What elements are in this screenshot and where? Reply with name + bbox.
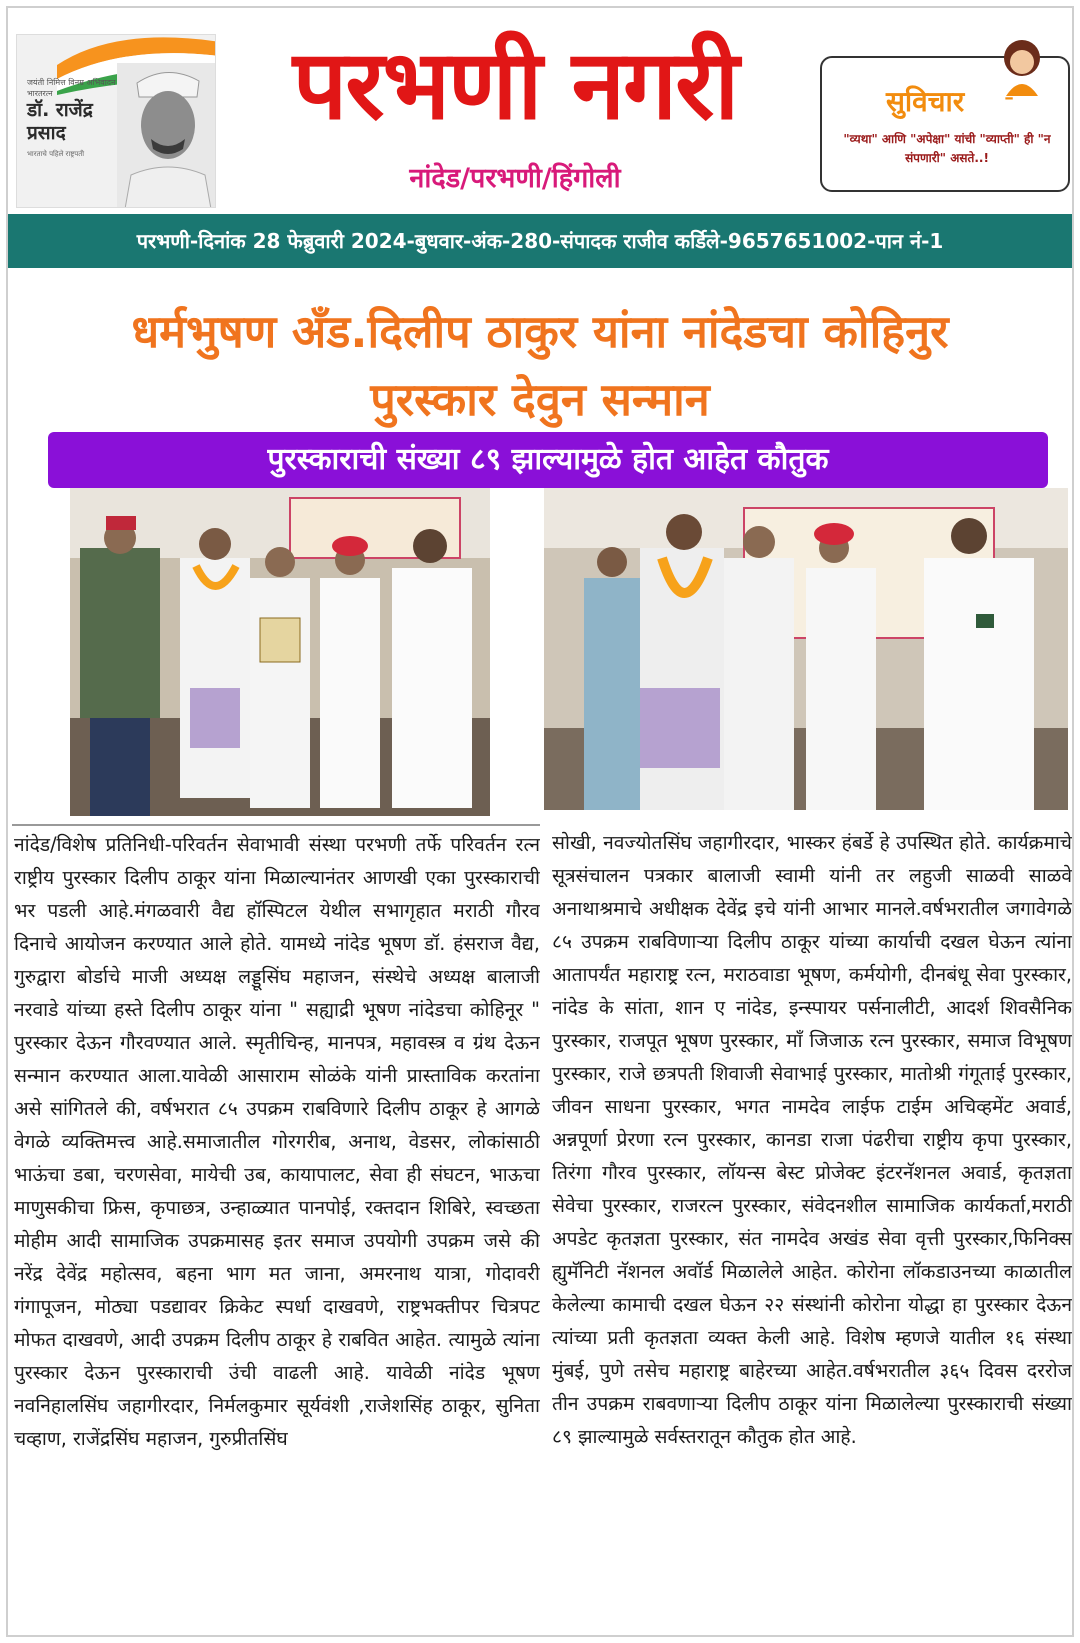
portrait-ad [16,34,216,208]
quote-heading: सुविचार [886,85,965,118]
masthead [8,8,1072,213]
article-column-right: सोखी, नवज्योतसिंघ जहागीरदार, भास्कर हंबर्डे हे उपस्थित होते. कार्यक्रमाचे सूत्रसंचालन पत्रकार बालाजी स्वामी यांनी तर लहुजी साळवी साळवे अनाथाश्रमाचे अधीक्षक देवेंद्र इचे यांनी आभार मानले.वर्षभरातील जगावेगळे ८५ उपक्रम राबविणाऱ्या दिलीप ठाकूर यांच्या कार्याची दखल घेऊन त्यांना आतापर्यंत महाराष्ट्र रत्न, मराठवाडा भूषण, कर्मयोगी, दीनबंधू सेवा पुरस्कार, नांदेड के सांता, शान ए नांदेड, इन्स्पायर पर्सनालीटी, आदर्श शिवसैनिक पुरस्कार, राजपूत भूषण पुरस्कार, माँ जिजाऊ रत्न पुरस्कार, समाज विभूषण पुरस्कार, राजे छत्रपती शिवाजी सेवाभाई पुरस्कार, मातोश्री गंगूताई पुरस्कार, जीवन साधना पुरस्कार, भगत नामदेव लाईफ टाईम अचिव्हमेंट अवार्ड, अन्नपूर्णा प्रेरणा रत्न पुरस्कार, कानडा राजा पंढरीचा राष्ट्रीय कृपा पुरस्कार, तिरंगा गौरव पुरस्कार, लॉयन्स बेस्ट प्रोजेक्ट इंटरनॅशनल अवार्ड, कृतज्ञता सेवेचा पुरस्कार, राजरत्न पुरस्कार, संवेदनशील सामाजिक कार्यकर्ता,मराठी अपडेट कृतज्ञता पुरस्कार, संत नामदेव अखंड सेवा वृत्ती पुरस्कार,फिनिक्स ह्युमॅनिटी नॅशनल अवॉर्ड मिळालेले आहेत. कोरोना लॉकडाउनच्या काळातील केलेल्या कामाची दखल घेऊन २२ संस्थांनी कोरोना योद्धा हा पुरस्कार देऊन त्यांच्या प्रती कृतज्ञता व्यक्त केली आहे. विशेष म्हणजे यातील १६ संस्था मुंबई, पुणे तसेच महाराष्ट्र बाहेरच्या आहेत.वर्षभरातील ३६५ दिवस दररोज तीन उपक्रम राबवणाऱ्या दिलीप ठाकूर यांना मिळालेल्या पुरस्काराची संख्या ८९ झाल्यामुळे सर्वस्तरातून कौतुक होत आहे. [552,831,1072,1448]
column-divider-rule [12,824,540,826]
subheadline-banner: पुरस्काराची संख्या ८९ झाल्यामुळे होत आहेत कौतुक [48,432,1048,488]
portrait-ad-tail: भारताचे पहिले राष्ट्रपती [27,150,85,158]
newspaper-title: परभणी नगरी [292,29,738,141]
quote-text: "व्यथा" आणि "अपेक्षा" यांची "व्याप्ती" ही "न संपणारी" असते..! [843,132,1051,165]
portrait-ad-tagline: जयंती निमित्त विनम्र अभिवादन [27,78,116,87]
portrait-ad-text [27,77,122,159]
portrait-ad-name-line1: डॉ. राजेंद्र [27,99,93,121]
portrait-ad-name-line2: प्रसाद [27,122,66,144]
portrait-photo [117,63,216,208]
dateline-band: परभणी-दिनांक 28 फेब्रुवारी 2024-बुधवार-अंक-280-संपादक राजीव कर्डिले-9657651002-पान नं-1 [8,214,1072,268]
newspaper-subtitle: नांदेड/परभणी/हिंगोली [409,163,621,194]
newspaper-page [6,6,1074,1637]
quote-box [820,56,1070,192]
quote-dash: - [1004,80,1015,113]
article-column-left: नांदेड/विशेष प्रतिनिधी-परिवर्तन सेवाभावी संस्था परभणी तर्फे परिवर्तन रत्न राष्ट्रीय पुरस्कार दिलीप ठाकूर यांना मिळाल्यानंतर आणखी एका पुरस्काराची भर पडली आहे.मंगळवारी वैद्य हॉस्पिटल येथील सभागृहात मराठी गौरव दिनाचे आयोजन करण्यात आले होते. यामध्ये नांदेड भूषण डॉ. हंसराज वैद्य, गुरुद्वारा बोर्डाचे माजी अध्यक्ष लड्डूसिंघ महाजन, संस्थेचे अध्यक्ष बालाजी नरवाडे यांच्या हस्ते दिलीप ठाकूर यांना " सह्याद्री भूषण नांदेडचा कोहिनूर " पुरस्कार देऊन गौरवण्यात आले. स्मृतीचिन्ह, मानपत्र, महावस्त्र व ग्रंथ देऊन सन्मान करण्यात आला.यावेळी आसाराम सोळंके यांनी प्रास्ताविक करतांना असे सांगितले की, वर्षभरात ८५ उपक्रम राबविणारे दिलीप ठाकूर हे आगळे वेगळे व्यक्तिमत्त्व आहे.समाजातील गोरगरीब, अनाथ, वेडसर, लोकांसाठी भाऊंचा डबा, चरणसेवा, मायेची उब, कायापालट, सेवा ही संघटन, भाऊचा माणुसकीचा फ्रिस, कृपाछत्र, उन्हाळ्यात पानपोई, रक्तदान शिबिरे, स्वच्छता मोहीम आदी सामाजिक उपक्रमासह इतर समाज उपयोगी उपक्रम जसे की नरेंद्र देवेंद्र महोत्सव, बहना भाग मत जाना, अमरनाथ यात्रा, गोदावरी गंगापूजन, मोठ्या पडद्यावर क्रिकेट स्पर्धा दाखवणे, राष्ट्रभक्तीपर चित्रपट मोफत दाखवणे, आदी उपक्रम दिलीप ठाकूर हे राबवित आहेत. त्यामुळे त्यांना पुरस्कार देऊन पुरस्काराची उंची वाढली आहे. यावेळी नांदेड भूषण नवनिहालसिंघ जहागीरदार, निर्मलकुमार सूर्यवंशी ,राजेशसिंह ठाकूर, सुनिता चव्हाण, राजेंद्रसिंघ महाजन, गुरुप्रीतसिंघ [14,833,540,1450]
portrait-ad-prefix: भारतरत्न [27,89,53,98]
headline [18,298,1062,434]
headline-line2: पुरस्कार देवुन सन्मान [370,373,710,426]
event-photo-right [544,488,1068,810]
headline-line1: धर्मभुषण अँड.दिलीप ठाकुर यांना नांदेडचा कोहिनुर [131,305,949,358]
event-photo-left [70,488,490,816]
